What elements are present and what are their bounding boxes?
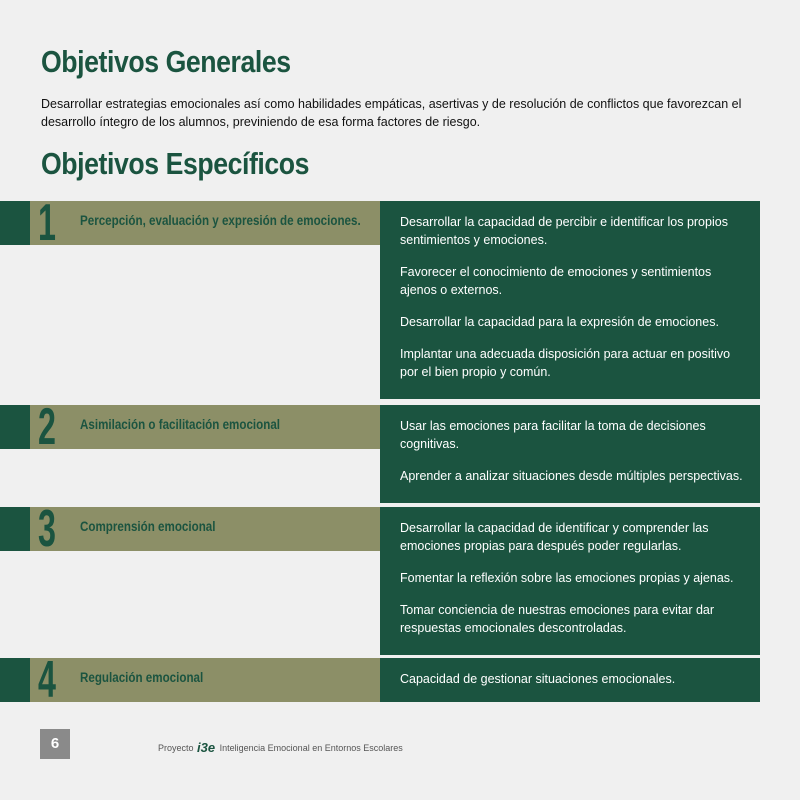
brand-suffix: Inteligencia Emocional en Entornos Escolares	[219, 743, 403, 753]
objective-item: Tomar conciencia de nuestras emociones para evitar dar respuestas emocionales descontroladas.	[400, 603, 715, 635]
general-objectives-title: Objetivos Generales	[41, 44, 291, 79]
section-marker	[0, 201, 30, 245]
objective-item: Aprender a analizar situaciones desde múltiples perspectivas.	[400, 469, 743, 483]
objective-item: Implantar una adecuada disposición para actuar en positivo por el bien propio y común.	[400, 347, 731, 379]
section-number: 1	[38, 194, 56, 252]
objective-item: Capacidad de gestionar situaciones emocionales.	[400, 672, 676, 686]
section-marker	[0, 507, 30, 551]
section-objectives	[380, 201, 760, 399]
brand-prefix: Proyecto	[158, 743, 194, 753]
section-marker	[0, 405, 30, 449]
section-marker	[0, 658, 30, 702]
objective-item: Desarrollar la capacidad de percibir e identificar los propios sentimientos y emociones.	[400, 215, 728, 247]
section-number: 2	[38, 398, 56, 456]
general-objectives-text: Desarrollar estrategias emocionales así como habilidades empáticas, asertivas y de resolución de conflictos que favorezcan el desarrollo íntegro de los alumnos, previniendo de esa forma factores de riesgo.	[41, 97, 742, 129]
section-number: 3	[38, 500, 56, 558]
specific-objectives-title: Objetivos Específicos	[41, 146, 310, 181]
section-category: Asimilación o facilitación emocional	[80, 417, 281, 432]
section-objectives	[380, 405, 760, 503]
page-number: 6	[40, 729, 70, 759]
objective-item: Desarrollar la capacidad para la expresión de emociones.	[400, 315, 719, 329]
objective-item: Favorecer el conocimiento de emociones y sentimientos ajenos o externos.	[400, 265, 712, 297]
objective-item: Desarrollar la capacidad de identificar y comprender las emociones propias para después poder regularlas.	[400, 521, 709, 553]
section-category: Regulación emocional	[80, 670, 204, 685]
section-category: Percepción, evaluación y expresión de emociones.	[80, 213, 361, 228]
objective-item: Fomentar la reflexión sobre las emociones propias y ajenas.	[400, 571, 734, 585]
footer-brand	[158, 740, 403, 755]
section-category: Comprensión emocional	[80, 519, 216, 534]
objective-item: Usar las emociones para facilitar la toma de decisiones cognitivas.	[400, 419, 706, 451]
section-objectives	[380, 507, 760, 655]
section-number: 4	[38, 651, 56, 709]
i3e-logo-icon: i3e	[197, 740, 216, 755]
section-objectives	[380, 658, 760, 702]
